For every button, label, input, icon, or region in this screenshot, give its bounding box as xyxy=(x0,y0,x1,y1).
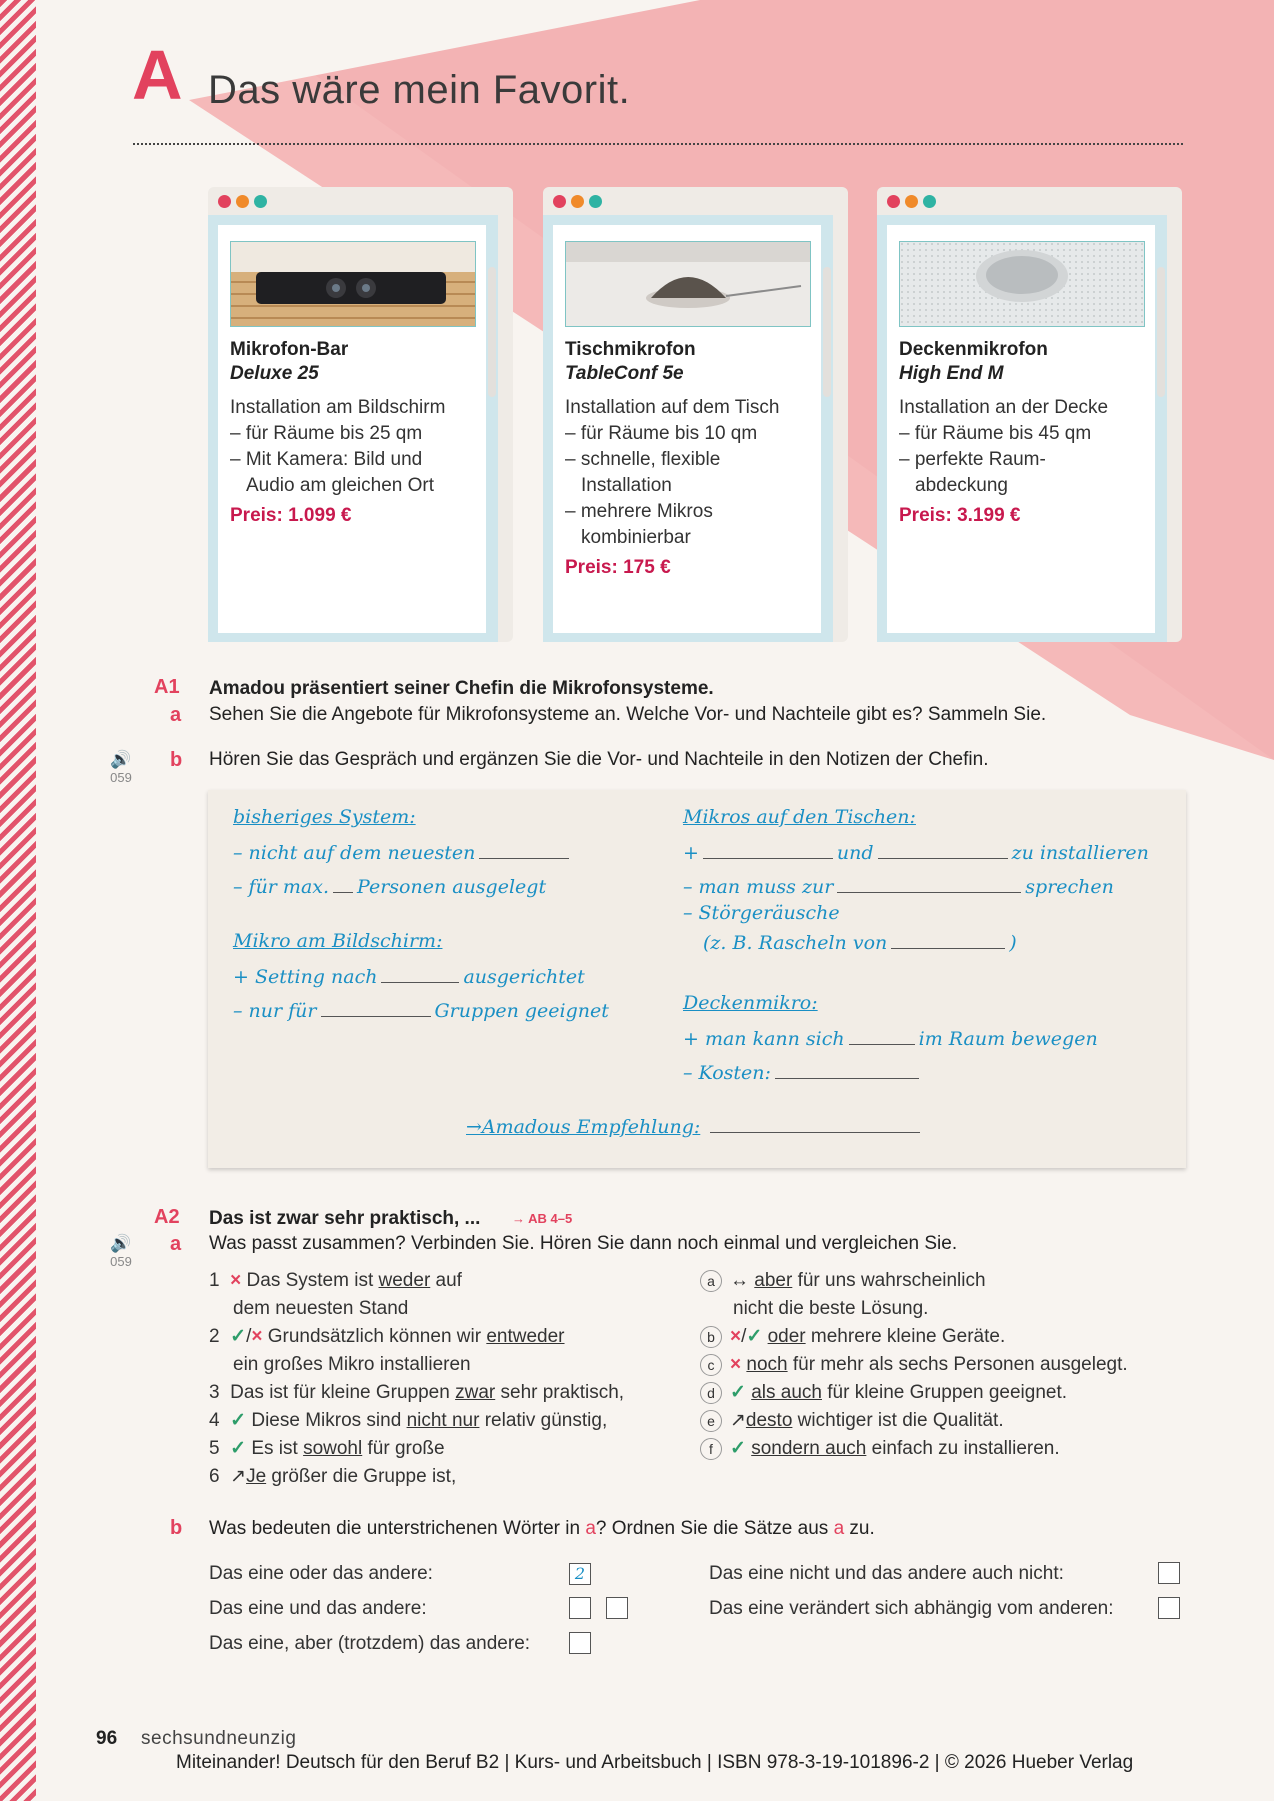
audio-track-a1[interactable]: 🔊 059 xyxy=(101,750,141,785)
subtask-text-a: Was passt zusammen? Verbinden Sie. Hören Sie dann noch einmal und vergleichen Sie. xyxy=(209,1233,958,1254)
boss-notes-card xyxy=(208,790,1186,1168)
notes-line: Gruppen geeignet xyxy=(434,1000,609,1022)
arrow-up-right-icon: ↗ xyxy=(230,1466,247,1487)
notes-line: zu installieren xyxy=(1011,842,1149,864)
fill-in-blank[interactable] xyxy=(710,1114,920,1133)
notes-line: – nur für xyxy=(233,1000,317,1022)
notes-heading: bisheriges System: xyxy=(233,806,416,828)
notes-line: Personen ausgelegt xyxy=(357,876,547,898)
exercise-title-a2: Das ist zwar sehr praktisch, ... xyxy=(209,1208,481,1229)
fill-in-blank[interactable] xyxy=(891,930,1005,949)
product-image-microphone-bar xyxy=(230,241,476,327)
list-item[interactable]: 6 ↗Je größer die Gruppe ist, xyxy=(209,1466,457,1487)
notes-line: (z. B. Rascheln von xyxy=(703,932,888,954)
notes-heading: Mikro am Bildschirm: xyxy=(233,930,443,952)
check-icon: ✓ xyxy=(730,1438,746,1459)
fill-in-blank[interactable] xyxy=(878,840,1008,859)
subtask-text-b: Hören Sie das Gespräch und ergänzen Sie die Vor- und Nachteile in den Notizen der Chefin. xyxy=(209,749,989,770)
check-icon: ✓ xyxy=(230,1410,247,1431)
fill-in-blank[interactable] xyxy=(775,1060,919,1079)
list-item-continuation: nicht die beste Lösung. xyxy=(733,1298,929,1319)
order-question: Das eine verändert sich abhängig vom anderen: xyxy=(709,1598,1114,1619)
page-number: 96 xyxy=(96,1728,118,1749)
notes-line: – man muss zur xyxy=(683,876,834,898)
notes-line: im Raum bewegen xyxy=(918,1028,1098,1050)
list-item-continuation: ein großes Mikro installieren xyxy=(233,1354,471,1375)
notes-line: + Setting nach xyxy=(233,966,378,988)
list-item[interactable]: e ↗desto wichtiger ist die Qualität. xyxy=(700,1407,1004,1435)
notes-line: sprechen xyxy=(1025,876,1114,898)
list-item[interactable]: 5 ✓ Es ist sowohl für große xyxy=(209,1438,445,1459)
speaker-icon: 🔊 xyxy=(110,1234,132,1253)
list-item[interactable]: c × noch für mehr als sechs Personen ausgelegt. xyxy=(700,1351,1128,1379)
recommendation-label: →Amadous Empfehlung: xyxy=(466,1116,701,1138)
scrollbar[interactable] xyxy=(823,267,831,397)
title-divider xyxy=(133,143,1183,145)
product-card-1 xyxy=(208,187,513,642)
answer-box[interactable] xyxy=(1158,1562,1180,1584)
answer-box[interactable] xyxy=(569,1597,591,1619)
product-model: Deluxe 25 xyxy=(230,363,319,384)
speaker-icon: 🔊 xyxy=(110,750,132,769)
fill-in-blank[interactable] xyxy=(849,1026,915,1045)
cross-icon: × xyxy=(230,1270,242,1291)
subtask-text-b: Was bedeuten die unterstrichenen Wörter in a? Ordnen Sie die Sätze aus a zu. xyxy=(209,1518,875,1539)
product-name: Mikrofon-Bar xyxy=(230,339,349,360)
product-model: TableConf 5e xyxy=(565,363,684,384)
list-item[interactable]: d ✓ als auch für kleine Gruppen geeignet. xyxy=(700,1379,1067,1407)
order-question: Das eine und das andere: xyxy=(209,1598,427,1619)
cross-icon: × xyxy=(730,1326,742,1347)
subtask-text-a: Sehen Sie die Angebote für Mikrofonsysteme an. Welche Vor- und Nachteile gibt es? Sammeln Sie. xyxy=(209,704,1047,725)
list-item[interactable]: 3 Das ist für kleine Gruppen zwar sehr praktisch, xyxy=(209,1382,625,1403)
section-letter: A xyxy=(132,36,183,114)
scrollbar[interactable] xyxy=(1157,267,1165,397)
answer-box[interactable]: 2 xyxy=(569,1563,591,1585)
notes-line: ) xyxy=(1009,932,1017,954)
product-image-table-microphone xyxy=(565,241,811,327)
subtask-label-b: b xyxy=(170,749,183,771)
notes-line: – nicht auf dem neuesten xyxy=(233,842,476,864)
product-price: Preis: 3.199 € xyxy=(899,505,1021,526)
notes-line: – für max. xyxy=(233,876,330,898)
fill-in-blank[interactable] xyxy=(381,964,459,983)
page-title: Das wäre mein Favorit. xyxy=(208,68,631,112)
order-question: Das eine, aber (trotzdem) das andere: xyxy=(209,1633,531,1654)
product-price: Preis: 1.099 € xyxy=(230,505,352,526)
answer-box[interactable] xyxy=(1158,1597,1180,1619)
scrollbar[interactable] xyxy=(488,267,496,397)
fill-in-blank[interactable] xyxy=(703,840,833,859)
subtask-label-b: b xyxy=(170,1517,183,1539)
window-controls xyxy=(887,195,941,213)
list-item[interactable]: b ×/✓ oder mehrere kleine Geräte. xyxy=(700,1323,1005,1351)
notes-line: und xyxy=(836,842,874,864)
check-icon: ✓ xyxy=(730,1382,746,1403)
cross-icon: × xyxy=(251,1326,263,1347)
product-price: Preis: 175 € xyxy=(565,557,671,578)
window-controls xyxy=(553,195,607,213)
audio-track-a2[interactable]: 🔊 059 xyxy=(101,1234,141,1269)
product-image-ceiling-microphone xyxy=(899,241,1145,327)
list-item[interactable]: f ✓ sondern auch einfach zu installieren. xyxy=(700,1435,1060,1463)
notes-line: ausgerichtet xyxy=(463,966,585,988)
workbook-reference: → AB 4–5 xyxy=(512,1211,573,1226)
cross-icon: × xyxy=(730,1354,742,1375)
list-item[interactable]: 1 × Das System ist weder auf xyxy=(209,1270,462,1291)
double-arrow-icon: ↔ xyxy=(730,1270,749,1291)
check-icon: ✓ xyxy=(746,1326,763,1347)
fill-in-blank[interactable] xyxy=(321,998,431,1017)
arrow-up-right-icon: ↗ xyxy=(730,1410,746,1431)
product-name: Deckenmikrofon xyxy=(899,339,1048,360)
publisher-credit: Miteinander! Deutsch für den Beruf B2 | Kurs- und Arbeitsbuch | ISBN 978-3-19-101896-2 | © 2026 Hueber Verlag xyxy=(176,1752,1134,1773)
notes-line: + xyxy=(683,842,699,864)
check-icon: ✓ xyxy=(230,1326,247,1347)
exercise-title-a1: Amadou präsentiert seiner Chefin die Mikrofonsysteme. xyxy=(209,678,714,699)
fill-in-blank[interactable] xyxy=(479,840,569,859)
answer-box[interactable] xyxy=(606,1597,628,1619)
exercise-number-a2: A2 xyxy=(154,1206,180,1228)
window-controls xyxy=(218,195,272,213)
product-card-2 xyxy=(543,187,848,642)
fill-in-blank[interactable] xyxy=(333,874,353,893)
list-item[interactable]: a ↔ aber für uns wahrscheinlich xyxy=(700,1267,986,1295)
subtask-label-a: a xyxy=(170,1233,182,1255)
page-number-word: sechsundneunzig xyxy=(141,1728,297,1749)
notes-line: + man kann sich xyxy=(683,1028,845,1050)
check-icon: ✓ xyxy=(230,1438,247,1459)
notes-heading: Mikros auf den Tischen: xyxy=(683,806,916,828)
order-question: Das eine oder das andere: xyxy=(209,1563,433,1584)
order-question: Das eine nicht und das andere auch nicht: xyxy=(709,1563,1064,1584)
product-details: Installation am Bildschirm – für Räume bis 25 qm – Mit Kamera: Bild und Audio am gleichen Ort Preis: 1.099 € xyxy=(230,395,482,529)
decorative-stripes xyxy=(0,0,36,1801)
notes-line: – Kosten: xyxy=(683,1062,771,1084)
answer-box[interactable] xyxy=(569,1632,591,1654)
fill-in-blank[interactable] xyxy=(837,874,1021,893)
product-model: High End M xyxy=(899,363,1004,384)
exercise-number-a1: A1 xyxy=(154,676,180,698)
product-card-3 xyxy=(877,187,1182,642)
notes-line: – Störgeräusche xyxy=(683,902,840,924)
product-name: Tischmikrofon xyxy=(565,339,696,360)
subtask-label-a: a xyxy=(170,704,182,726)
product-details: Installation auf dem Tisch – für Räume bis 10 qm – schnelle, flexible Installation – mehrere Mikros kombinierbar Preis: 175 € xyxy=(565,395,817,581)
list-item[interactable]: 4 ✓ Diese Mikros sind nicht nur relativ günstig, xyxy=(209,1410,608,1431)
list-item-continuation: dem neuesten Stand xyxy=(233,1298,409,1319)
product-details: Installation an der Decke – für Räume bis 45 qm – perfekte Raum- abdeckung Preis: 3.199 € xyxy=(899,395,1151,529)
list-item[interactable]: 2 ✓/× Grundsätzlich können wir entweder xyxy=(209,1326,565,1347)
notes-heading: Deckenmikro: xyxy=(683,992,818,1014)
